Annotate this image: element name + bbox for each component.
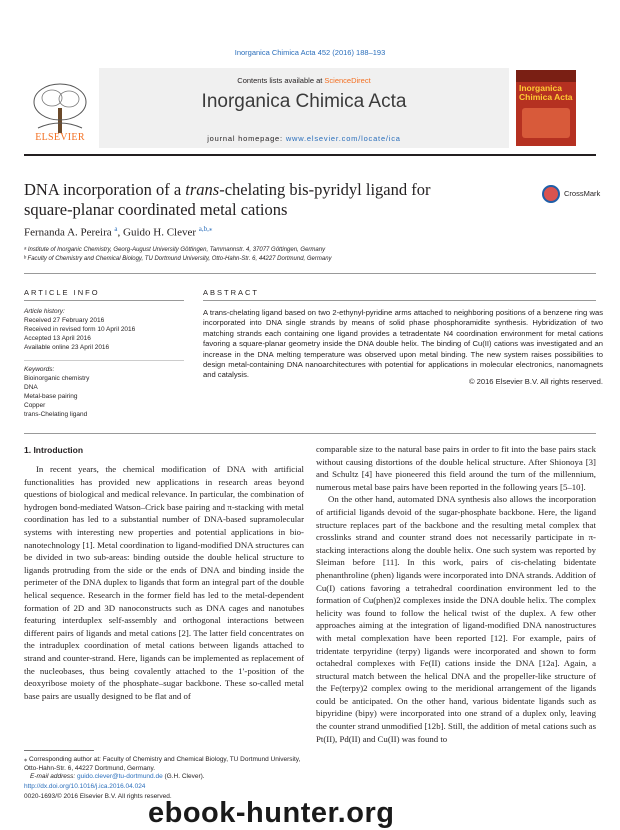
body-column-right	[316, 443, 596, 745]
article-title	[24, 180, 504, 220]
author-name: Fernanda A. Pereira	[24, 226, 112, 239]
keyword: Metal-base pairing	[24, 393, 78, 400]
divider	[24, 433, 596, 434]
title-italic: trans	[185, 180, 220, 199]
affiliation-mark[interactable]: a	[114, 225, 118, 233]
history-item: Accepted 13 April 2016	[24, 335, 91, 342]
corresponding-mark[interactable]: ⁎	[208, 225, 213, 233]
section-heading: 1. Introduction	[24, 445, 84, 455]
crossmark-label: CrossMark	[564, 189, 601, 198]
watermark-text: ebook-hunter.org	[148, 797, 395, 829]
footnote-corresponding: ⁎ Corresponding author at: Faculty of Chemistry and Chemical Biology, TU Dortmund University, Otto-Hahn-Str. 6, 44227 Dortmund, Germany.	[24, 756, 301, 772]
email-suffix: (G.H. Clever).	[162, 773, 205, 780]
keyword: Bioinorganic chemistry	[24, 375, 90, 382]
divider	[24, 273, 596, 274]
history-item: Available online 23 April 2016	[24, 344, 110, 351]
affiliation-a: ᵃ Institute of Inorganic Chemistry, Georg-August University Göttingen, Tammannstr. 4, 37077 Göttingen, Germany	[24, 247, 326, 253]
cover-top-band	[516, 70, 576, 82]
article-info-heading: ARTICLE INFO	[24, 288, 100, 297]
body-paragraph: comparable size to the natural base pairs in order to fit into the base pairs stack without causing distortions of the double helical structure. After Shionoya [3] and Schultz [4] have pioneered this field around the turn of the millennium, numerous metal base pairs have been reported in the following years [5–10].	[316, 444, 596, 492]
keyword: Copper	[24, 402, 46, 409]
elsevier-wordmark: ELSEVIER	[35, 132, 85, 143]
sciencedirect-link[interactable]: ScienceDirect	[324, 76, 371, 85]
footnote	[24, 756, 304, 782]
crossmark-badge[interactable]	[542, 185, 600, 211]
crossmark-icon	[542, 185, 560, 203]
email-label: E-mail address:	[30, 773, 77, 780]
abstract-text: A trans-chelating ligand based on two 2-ethynyl-pyridine arms attached to neighboring positions of a benzene ring was incorporated into DNA single strands by means of solid phase phosphoramidite synthesis. Hybridization of two matching strands each containing one ligand provides a tetradentate N4 coordination environment for metal cations favoring a square-planar geometry inside the DNA double helix. The binding of Cu(II) cations was investigated and an increase in the DNA melting temperature was observed upon metal binding. The new system raises possibilities to design metal-containing DNA nanoarchitectures with potential for applications in molecular electronics, nanomagnets and catalysis.	[203, 308, 603, 380]
contents-line	[99, 76, 509, 85]
body-paragraph: On the other hand, automated DNA synthesis also allows the incorporation of artificial ligands devoid of the sugar-phosphate backbone. Here, the ligand structure replaces part of the backbone and the resulting metal complex that crosslinks strand and counter strand does not necessarily participate in π-stacking interactions along the double helix. One such system was reported by Sleiman before [11]. In this work, pairs of cis-chelating bidentate phenanthroline (phen) ligands were incorporated into DNA strands. Addition of Cu(I) cations favoring a tetrahedral coordination environment led to the formation of Cu(phen)2 complexes inside the DNA double helix. The complex helicity was found to follow the helical twist of the duplex. A few other approaches aiming at the integration of ligand-modified DNA nanostructures with metal complexation have been reported [12]. For example, pairs of tridentate terpyridine (terpy) ligands were incorporated and shown to form octahedral complexes with Fe(II) cations inside the DNA [12a]. Again, a structural match between the helical DNA and the propeller-like structure of the Fe(terpy)2 complex owing to the meridional arrangement of the ligands could be anticipated. On the other hand, various bidentate ligands such as bipyridine (bipy) were incorporated into one strand of a duplex only, leaving the counter strand unmodified [12b]. Still, the addition of metal cations such as Pt(II), Pd(II) and Cu(II) was found to	[316, 494, 596, 744]
journal-cover-image	[516, 70, 576, 146]
article-history	[24, 307, 189, 352]
contents-prefix: Contents lists available at	[237, 76, 325, 85]
footnote-email-line	[24, 773, 304, 782]
history-item: Received 27 February 2016	[24, 317, 105, 324]
journal-title: Inorganica Chimica Acta	[201, 91, 407, 112]
issn-line: 0020-1693/© 2016 Elsevier B.V. All rights reserved.	[24, 793, 172, 800]
journal-reference[interactable]: Inorganica Chimica Acta 452 (2016) 188–193	[234, 48, 386, 57]
keywords	[24, 365, 189, 419]
history-label: Article history:	[24, 308, 65, 315]
history-item: Received in revised form 10 April 2016	[24, 326, 136, 333]
homepage-link[interactable]: www.elsevier.com/locate/ica	[285, 134, 401, 143]
title-part: DNA incorporation of a	[24, 180, 186, 199]
email-link[interactable]: guido.clever@tu-dortmund.de	[76, 773, 163, 780]
keyword: DNA	[24, 384, 38, 391]
doi-link[interactable]: http://dx.doi.org/10.1016/j.ica.2016.04.024	[24, 783, 146, 790]
cover-art	[522, 108, 570, 138]
abstract-copyright: © 2016 Elsevier B.V. All rights reserved.	[468, 377, 603, 386]
journal-homepage	[99, 134, 509, 143]
author-list: Fernanda A. Pereira $^a$, Guido H. Clever $^{a,b,⁎}$	[24, 225, 213, 239]
affiliation-b: ᵇ Faculty of Chemistry and Chemical Biology, TU Dortmund University, Otto-Hahn-Str. 6, 44227 Dortmund, Germany	[24, 256, 332, 262]
header-rule	[24, 154, 596, 156]
keyword: trans-Chelating ligand	[24, 411, 88, 418]
author-name: Guido H. Clever	[123, 226, 197, 239]
title-part: -chelating bis-pyridyl ligand for	[219, 180, 431, 199]
body-paragraph: In recent years, the chemical modification of DNA with artificial functionalities has provided new applications in research areas beyond questions of biological and medical relevance. In particular, the combination of hydrogen bond-mediated Watson–Crick base pairing and π-stacking with metal coordination has led to a substantial number of DNA-based supramolecular systems with interesting new properties and potential applications in bio-nanotechnology [1]. Metal coordination to ligand-modified DNA structures can be divided in two sub-areas: binding outside the double helical structure to ligands protruding from the side or the ends of DNA and binding inside the perimeter of the DNA duplex to ligands that form an integral part of the double helical sequence. Research in the former field has led to the metal-dependent formation of 2D and 3D nanoconstructs such as DNA cages and nanotubes featuring interduplex self-assembly and orthogonal interactions between different pairs of ligands and metal cations [2]. The latter field concentrates on the intraduplex coordination of metal cations between ligands attached to strand and counter-strand. Here, ligands can be implemented as replacement of the nucleobases, thus being covalently attached to the 1′-position of the deoxyribose moiety of the phosphate–sugar backbone. These so-called metal base pairs are usually designed to be flat and of	[24, 464, 304, 701]
divider	[24, 300, 184, 301]
homepage-prefix: journal homepage:	[207, 134, 286, 143]
divider	[203, 300, 596, 301]
keywords-label: Keywords:	[24, 366, 55, 373]
footnote-rule	[24, 750, 94, 751]
affiliation-mark[interactable]: a,b,	[198, 225, 209, 233]
divider	[24, 360, 184, 361]
title-part: square-planar coordinated metal cations	[24, 200, 288, 219]
abstract-heading: ABSTRACT	[203, 288, 260, 297]
cover-title: Inorganica Chimica Acta	[519, 83, 573, 102]
body-column-left	[24, 463, 304, 702]
